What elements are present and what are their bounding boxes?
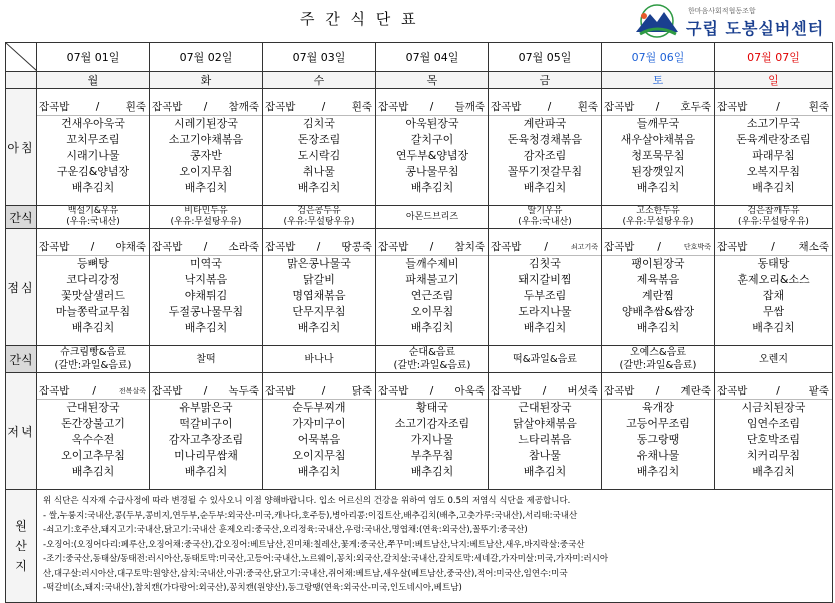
dinner-cell-wed [263, 373, 376, 490]
snack1-cell-tue [150, 206, 263, 229]
menu-item: 오이무침 [410, 304, 454, 318]
menu-item: 고등어무조림 [626, 416, 690, 430]
menu-item: 코다리강정 [66, 272, 120, 286]
rice-label: 잡곡밥 [152, 100, 183, 113]
notes-line: 산,대구살:러시아산,대구토막:원양산,삼치:국내산,아귀:중국산,닭고기:국내산,쥐어채:베트남,새우살(베트남산,중국산),적어:미국산,임연수:미국 [43, 568, 568, 579]
menu-item: 배추김치 [752, 320, 795, 334]
rice-label: 잡곡밥 [39, 100, 70, 113]
porridge-label: 호두죽 [680, 100, 711, 113]
diagonal-line [6, 43, 37, 71]
snack2-cell-tue [150, 346, 263, 373]
notes-line: -쇠고기:호주산,돼지고기:국내산,닭고기:국내산 훈제오리:중국산,오리정육:국내산,우렁:국내산,명엽채:(연육:외국산),꼴뚜기:중국산) [43, 525, 528, 535]
rice-porridge-line [376, 239, 488, 256]
lunch-cell-sat [602, 229, 715, 346]
menu-item: 배추김치 [523, 180, 567, 194]
menu-item: 배추김치 [752, 180, 795, 194]
menu-item: 된장깻잎지 [631, 164, 685, 178]
rice-label: 잡곡밥 [604, 100, 635, 113]
rice-label: 잡곡밥 [39, 240, 70, 253]
separator: / [776, 384, 780, 397]
breakfast-row [6, 89, 833, 206]
breakfast-cell-mon [37, 89, 150, 206]
menu-item: 돈육청경채볶음 [507, 132, 583, 146]
menu-item: 동태탕 [757, 256, 790, 270]
rice-label: 잡곡밥 [378, 384, 409, 397]
menu-item: 돈간장불고기 [61, 416, 125, 430]
menu-item: 단호박조림 [746, 432, 801, 446]
menu-item: 낙지볶음 [184, 272, 228, 286]
porridge-label: 단호박죽 [683, 242, 711, 251]
notes-line: 위 식단은 식자재 수급사정에 따라 변경될 수 있사오니 이점 양해바랍니다. 입소 어르신의 건강을 위하여 염도 0.5의 저염식 식단을 제공합니다. [43, 496, 571, 506]
menu-item: 단무지무침 [292, 304, 346, 318]
origin-notes [37, 490, 833, 603]
menu-item: 시래기나물 [66, 148, 120, 162]
rice-label: 잡곡밥 [491, 240, 522, 253]
menu-item: 배추김치 [523, 464, 567, 478]
weekday-wed: 수 [263, 72, 376, 89]
menu-item: 들깨수제비 [405, 256, 459, 270]
menu-item: 시레기된장국 [174, 116, 238, 130]
porridge-label: 팥죽 [808, 384, 829, 397]
lunch-cell-tue [150, 229, 263, 346]
snack-item: (우유:무설탕우유) [622, 217, 694, 227]
rice-label: 잡곡밥 [604, 384, 635, 397]
porridge-label: 흰죽 [577, 100, 598, 113]
rice-label: 잡곡밥 [265, 384, 296, 397]
lunch-cell-fri [489, 229, 602, 346]
menu-table [5, 42, 833, 603]
menu-item: 배추김치 [184, 464, 228, 478]
breakfast-cell-fri [489, 89, 602, 206]
notes-line: -떡갈비(소,돼지:국내산),참치캔(가다랑어:외국산),꽁치캔(원양산),동그랑땡(연육:외국산-미국,인도네시아,베트남) [43, 583, 462, 593]
menu-item: 양배추쌈&쌈장 [621, 304, 695, 318]
menu-item: 맑은콩나물국 [287, 256, 351, 270]
page-title: 주 간 식 단 표 [300, 10, 419, 28]
menu-item: 계란파국 [523, 116, 567, 130]
menu-item: 가지나물 [410, 432, 454, 446]
menu-item: 동그랑땡 [636, 432, 680, 446]
snack1-cell-wed [263, 206, 376, 229]
org-logo [630, 4, 830, 38]
snack-item: 백설기&우유 [67, 206, 119, 216]
rice-label: 잡곡밥 [717, 100, 748, 113]
porridge-label: 참깨죽 [228, 100, 259, 113]
snack2-cell-thu [376, 346, 489, 373]
separator: / [95, 100, 100, 113]
menu-item: 배추김치 [71, 464, 115, 478]
rice-porridge-line [715, 239, 832, 256]
menu-item: 팽이된장국 [631, 256, 685, 270]
menu-item: 두부조림 [523, 288, 567, 302]
rice-porridge-line [376, 383, 488, 400]
menu-item: 임연수조림 [746, 416, 801, 430]
snack1-cell-mon [37, 206, 150, 229]
snack-item: 딸기우유 [527, 206, 563, 216]
rice-porridge-line [602, 383, 714, 400]
snack-item: 순대&음료 [408, 347, 456, 358]
snack1-cell-sun [715, 206, 833, 229]
menu-item: 닭살야채볶음 [513, 416, 577, 430]
snack-item: (우유:무설탕우유) [170, 217, 242, 227]
snack1-cell-sat [602, 206, 715, 229]
weekday-sat: 토 [602, 72, 715, 89]
snack-item: 떡&과일&음료 [513, 353, 577, 365]
porridge-label: 녹두죽 [228, 384, 259, 397]
menu-item: 배추김치 [410, 464, 454, 478]
snack2-cell-sun [715, 346, 833, 373]
rice-porridge-line [602, 239, 714, 256]
separator: / [655, 100, 660, 113]
snack-item: (우유:무설탕우유) [283, 217, 355, 227]
menu-item: 건새우아욱국 [61, 116, 125, 130]
menu-item: 훈제오리&소스 [737, 272, 810, 286]
rice-porridge-line [489, 99, 601, 116]
dinner-cell-thu [376, 373, 489, 490]
separator: / [321, 100, 326, 113]
rice-label: 잡곡밥 [152, 240, 183, 253]
menu-item: 새우살야채볶음 [620, 132, 696, 146]
snack-pm-label: 간식 [6, 346, 37, 373]
porridge-label: 버섯죽 [567, 384, 598, 397]
dinner-label: 저녁 [6, 373, 37, 490]
menu-item: 구운김&양념장 [56, 164, 130, 178]
date-tue: 07월 02일 [150, 43, 263, 72]
org-small-name: 한마음사회적협동조합 [688, 7, 756, 15]
rice-porridge-line [150, 383, 262, 400]
date-row [6, 43, 833, 72]
menu-item: 돈육계란장조림 [736, 132, 811, 146]
rice-porridge-line [37, 383, 149, 400]
rice-label: 잡곡밥 [717, 240, 748, 253]
date-thu: 07월 04일 [376, 43, 489, 72]
porridge-label: 소라죽 [228, 240, 259, 253]
menu-item: 배추김치 [71, 180, 115, 194]
rice-porridge-line [715, 383, 832, 400]
menu-item: 제육볶음 [636, 272, 680, 286]
menu-item: 잡채 [762, 288, 785, 302]
menu-item: 소고기무국 [746, 116, 801, 130]
lunch-label: 점심 [6, 229, 37, 346]
porridge-label: 쇠고기죽 [570, 242, 598, 251]
menu-item: 배추김치 [184, 320, 228, 334]
snack-item: 고소한두유 [636, 206, 680, 216]
menu-item: 무쌈 [762, 304, 785, 318]
menu-item: 배추김치 [71, 320, 115, 334]
notes-line: -조기:중국산,동태살/동태전:러시아산,동태토막:미국산,고등어:국내산,노르웨이,꽁치:외국산,갈치살:국내산,갈치토막:세네갈,가자미살:미국,가자미:러시아 [43, 554, 609, 564]
notes-label-char-2: 산 [15, 539, 27, 553]
menu-item: 옥수수전 [71, 432, 115, 446]
menu-item: 배추김치 [184, 180, 228, 194]
snack-item: 아몬드브리즈 [405, 211, 459, 222]
menu-item: 도시락김 [297, 148, 341, 162]
rice-porridge-line [263, 99, 375, 116]
menu-item: 돼지갈비찜 [518, 272, 572, 286]
menu-item: 파채불고기 [405, 272, 459, 286]
separator: / [321, 384, 326, 397]
menu-item: 감자조림 [523, 148, 567, 162]
menu-item: 배추김치 [410, 180, 454, 194]
separator: / [429, 384, 434, 397]
rice-porridge-line [37, 99, 149, 116]
menu-item: 부추무침 [410, 448, 454, 462]
menu-item: 치커리무침 [746, 448, 801, 462]
rice-porridge-line [263, 239, 375, 256]
separator: / [542, 384, 547, 397]
menu-item: 꼴뚜기젓갈무침 [507, 164, 583, 178]
rice-label: 잡곡밥 [265, 100, 296, 113]
date-sun: 07월 07일 [715, 43, 833, 72]
snack-item: 오렌지 [759, 353, 788, 365]
menu-item: 명엽채볶음 [292, 288, 346, 302]
notes-label-char-1: 원 [15, 519, 27, 533]
menu-item: 소고기감자조림 [394, 416, 470, 430]
menu-item: 김치국 [303, 116, 335, 130]
menu-item: 근대된장국 [518, 400, 572, 414]
lunch-cell-wed [263, 229, 376, 346]
rice-label: 잡곡밥 [491, 100, 522, 113]
breakfast-cell-tue [150, 89, 263, 206]
menu-item: 가자미구이 [292, 416, 346, 430]
snack-item: 바나나 [304, 353, 334, 365]
dinner-cell-sat [602, 373, 715, 490]
menu-item: 배추김치 [297, 464, 341, 478]
menu-item: 근대된장국 [66, 400, 120, 414]
date-sat: 07월 06일 [602, 43, 715, 72]
menu-item: 들깨무국 [636, 116, 680, 130]
menu-item: 유채나물 [636, 448, 680, 462]
notes-line: -오징어:(오징어다리:페루산,오징어채:중국산),갑오징어:베트남산,진미채:칠레산,꽃게:중국산,쭈꾸미:베트남산,낙지:베트남산,새우,바지락살:중국산 [43, 539, 585, 550]
rice-label: 잡곡밥 [39, 384, 70, 397]
lunch-cell-sun [715, 229, 833, 346]
dinner-cell-sun [715, 373, 833, 490]
rice-label: 잡곡밥 [378, 100, 409, 113]
menu-item: 계란찜 [642, 288, 674, 302]
menu-item: 꽃맛살샐러드 [61, 288, 125, 302]
snack2-cell-mon [37, 346, 150, 373]
rice-porridge-line [150, 99, 262, 116]
mountain-logo-icon [630, 4, 684, 38]
porridge-label: 야채죽 [115, 240, 146, 253]
snack2-cell-fri [489, 346, 602, 373]
snack-item: 검은콩두유 [297, 206, 341, 216]
separator: / [203, 100, 208, 113]
menu-item: 김칫국 [529, 256, 561, 270]
rice-label: 잡곡밥 [604, 240, 635, 253]
menu-item: 오이지무침 [179, 164, 233, 178]
snack-item: (우유:국내산) [518, 217, 572, 227]
rice-label: 잡곡밥 [378, 240, 409, 253]
menu-item: 황태국 [416, 400, 448, 414]
menu-item: 닭갈비 [303, 272, 335, 286]
separator: / [429, 240, 434, 253]
lunch-row [6, 229, 833, 346]
menu-item: 갈치구이 [410, 132, 454, 146]
menu-item: 아욱된장국 [405, 116, 459, 130]
snack-item: (우유:무설탕우유) [738, 217, 809, 227]
menu-item: 야채튀김 [184, 288, 228, 302]
weekday-thu: 목 [376, 72, 489, 89]
rice-porridge-line [263, 383, 375, 400]
weekday-tue: 화 [150, 72, 263, 89]
menu-item: 배추김치 [636, 464, 680, 478]
porridge-label: 들깨죽 [454, 100, 485, 113]
snack2-cell-wed [263, 346, 376, 373]
porridge-label: 계란죽 [680, 384, 711, 397]
date-mon: 07월 01일 [37, 43, 150, 72]
menu-item: 육개장 [642, 400, 674, 414]
menu-item: 시금치된장국 [741, 400, 806, 414]
menu-item: 배추김치 [523, 320, 567, 334]
menu-item: 등뼈탕 [77, 256, 109, 270]
menu-item: 배추김치 [752, 464, 795, 478]
snack1-cell-thu [376, 206, 489, 229]
weekday-row [6, 72, 833, 89]
menu-item: 도라지나물 [518, 304, 572, 318]
menu-item: 돈장조림 [297, 132, 341, 146]
rice-porridge-line [376, 99, 488, 116]
separator: / [547, 100, 552, 113]
menu-item: 순두부찌개 [292, 400, 346, 414]
weekday-sun: 일 [715, 72, 833, 89]
menu-item: 어묵볶음 [297, 432, 341, 446]
snack-item: (갈반:과일&음료) [393, 360, 471, 371]
rice-porridge-line [37, 239, 149, 256]
snack2-cell-sat [602, 346, 715, 373]
menu-item: 청포묵무침 [631, 148, 685, 162]
menu-item: 배추김치 [636, 180, 680, 194]
separator: / [657, 240, 661, 253]
menu-item: 배추김치 [410, 320, 454, 334]
porridge-label: 흰죽 [808, 100, 829, 113]
snack-item: 검은참깨두유 [747, 206, 800, 216]
menu-item: 배추김치 [297, 320, 341, 334]
rice-porridge-line [150, 239, 262, 256]
rice-porridge-line [715, 99, 832, 116]
menu-item: 미나리무쌈채 [174, 448, 238, 462]
menu-item: 미역국 [190, 256, 222, 270]
menu-item: 유부맑은국 [179, 400, 233, 414]
rice-label: 잡곡밥 [265, 240, 296, 253]
breakfast-cell-thu [376, 89, 489, 206]
org-name: 구립 도봉실버센터 [686, 19, 825, 38]
date-wed: 07월 03일 [263, 43, 376, 72]
page-header [0, 0, 835, 42]
porridge-label: 닭죽 [351, 384, 372, 397]
rice-porridge-line [602, 99, 714, 116]
menu-item: 콩자반 [190, 148, 222, 162]
corner-cell-lower [6, 72, 37, 89]
separator: / [544, 240, 548, 253]
rice-label: 잡곡밥 [717, 384, 748, 397]
menu-item: 느타리볶음 [518, 432, 572, 446]
menu-item: 떡갈비구이 [179, 416, 233, 430]
separator: / [429, 100, 434, 113]
separator: / [203, 240, 208, 253]
lunch-cell-mon [37, 229, 150, 346]
separator: / [771, 240, 775, 253]
separator: / [90, 240, 95, 253]
menu-item: 소고기야채볶음 [168, 132, 244, 146]
porridge-label: 전복살죽 [118, 386, 146, 395]
dinner-row [6, 373, 833, 490]
rice-porridge-line [489, 239, 601, 256]
notes-row [6, 490, 833, 603]
date-fri: 07월 05일 [489, 43, 602, 72]
snack-item: (갈반:과일&음료) [619, 360, 697, 371]
separator: / [655, 384, 660, 397]
menu-item: 연근조림 [410, 288, 454, 302]
breakfast-cell-sun [715, 89, 833, 206]
menu-item: 꼬치무조림 [66, 132, 120, 146]
dinner-cell-tue [150, 373, 263, 490]
snack-item: 슈크림빵&음료 [60, 347, 126, 358]
menu-item: 감자고추장조림 [168, 432, 244, 446]
menu-item: 연두부&양념장 [395, 148, 469, 162]
porridge-label: 참치죽 [454, 240, 485, 253]
separator: / [203, 384, 208, 397]
porridge-label: 흰죽 [125, 100, 146, 113]
rice-label: 잡곡밥 [491, 384, 522, 397]
menu-item: 콩나물무침 [405, 164, 459, 178]
porridge-label: 채소죽 [798, 240, 829, 253]
porridge-label: 땅콩죽 [341, 240, 372, 253]
separator: / [776, 100, 780, 113]
menu-item: 마늘쫑락교무침 [55, 304, 131, 318]
menu-item: 두절콩나물무침 [168, 304, 244, 318]
breakfast-label: 아침 [6, 89, 37, 206]
porridge-label: 흰죽 [351, 100, 372, 113]
porridge-label: 아욱죽 [454, 384, 485, 397]
notes-line: - 쌀,누룽지:국내산,콩(두부,콩비지,연두부,순두부:외국산-미국,캐나다,호주등),병아리콩:이집트산,배추김치(배추,고춧가루:국내산),서리태:국내산 [43, 510, 578, 521]
separator: / [92, 384, 96, 397]
menu-item: 배추김치 [297, 180, 341, 194]
separator: / [316, 240, 321, 253]
menu-item: 파래무침 [752, 148, 795, 162]
rice-label: 잡곡밥 [152, 384, 183, 397]
breakfast-cell-wed [263, 89, 376, 206]
breakfast-cell-sat [602, 89, 715, 206]
snack-am-label: 간식 [6, 206, 37, 229]
menu-item: 배추김치 [636, 320, 680, 334]
snack-pm-row [6, 346, 833, 373]
menu-item: 오복지무침 [746, 164, 801, 178]
weekday-fri: 금 [489, 72, 602, 89]
snack-item: 오예스&음료 [629, 347, 687, 358]
snack-item: (갈반:과일&음료) [54, 360, 132, 371]
menu-item: 취나물 [303, 164, 335, 178]
weekday-mon: 월 [37, 72, 150, 89]
menu-item: 참나물 [529, 448, 561, 462]
corner-cell [6, 43, 37, 72]
snack-am-row [6, 206, 833, 229]
notes-label [6, 490, 37, 603]
snack1-cell-fri [489, 206, 602, 229]
dinner-cell-mon [37, 373, 150, 490]
snack-item: 비타민두유 [184, 206, 228, 216]
notes-label-char-3: 지 [15, 559, 27, 573]
lunch-cell-thu [376, 229, 489, 346]
menu-item: 오이고추무침 [61, 448, 125, 462]
snack-item: (우유:국내산) [66, 217, 120, 227]
dinner-cell-fri [489, 373, 602, 490]
snack-item: 찰떡 [196, 353, 216, 365]
menu-item: 오이지무침 [292, 448, 346, 462]
rice-porridge-line [489, 383, 601, 400]
